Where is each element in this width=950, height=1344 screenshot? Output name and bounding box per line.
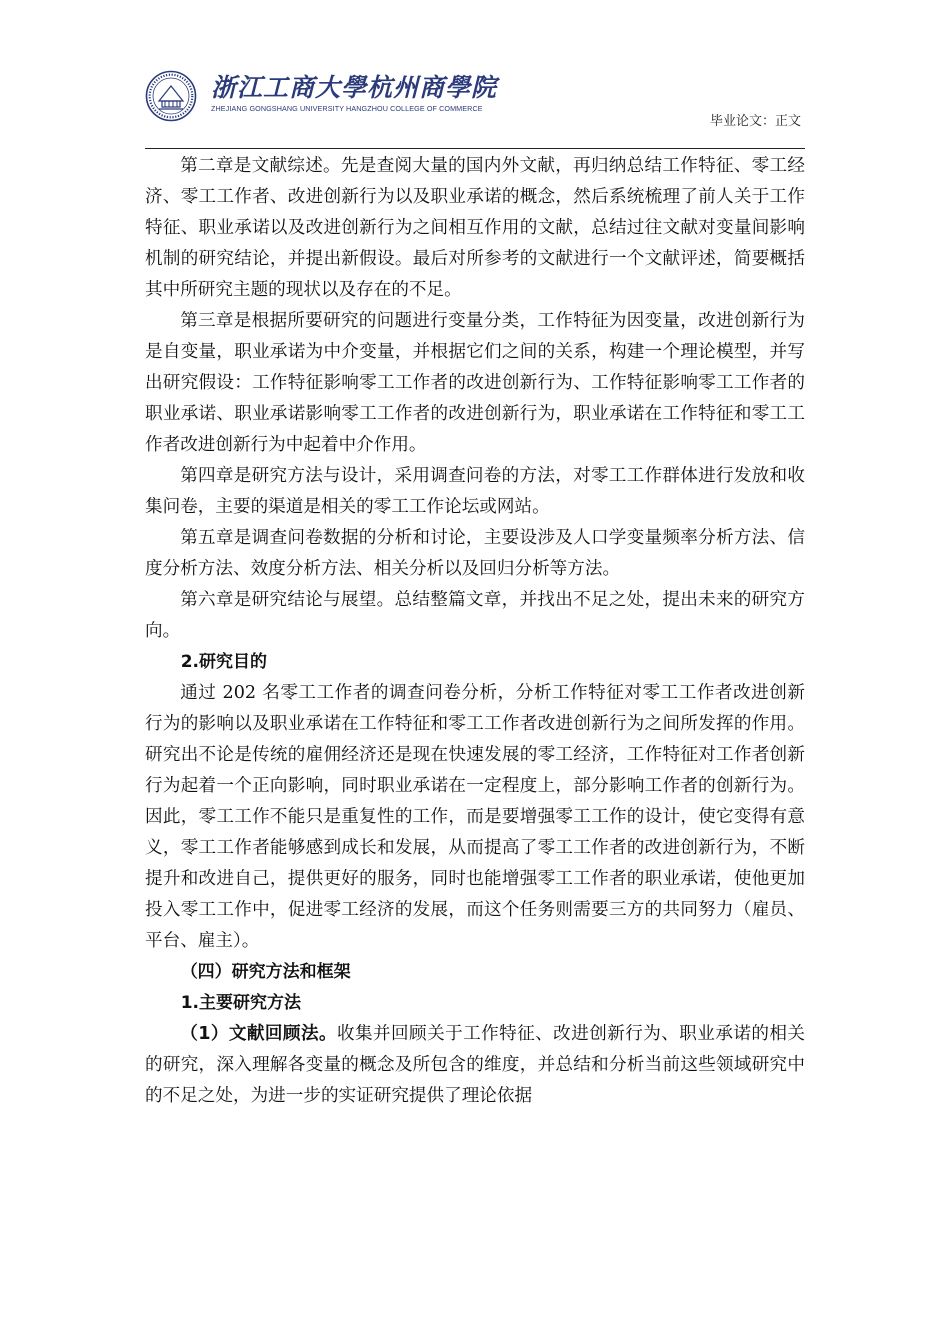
page-header: [145, 66, 805, 148]
page-section-label: 毕业论文：正文: [709, 114, 801, 129]
heading-methods-framework: （四）研究方法和框架: [180, 962, 351, 982]
university-name-en: ZHEJIANG GONGSHANG UNIVERSITY HANGZHOU COLLEGE OF COMMERCE: [211, 104, 483, 113]
heading-research-purpose: 2.研究目的: [180, 652, 267, 672]
paragraph-chapter-six: 第六章是研究结论与展望。总结整篇文章，并找出不足之处，提出未来的研究方向。: [145, 590, 805, 641]
university-logo-text: [211, 74, 511, 122]
university-seal-icon: [145, 70, 197, 122]
paragraph-chapter-three: 第三章是根据所要研究的问题进行变量分类，工作特征为因变量，改进创新行为是自变量，职业承诺为中介变量，并根据它们之间的关系，构建一个理论模型，并写出研究假设：工作特征影响零工工作者的改进创新行为、工作特征影响零工工作者的职业承诺、职业承诺影响零工工作者的改进创新行为，职业承诺在工作特征和零工工作者改进创新行为中起着中介作用。: [145, 311, 805, 455]
paragraph-chapter-five: 第五章是调查问卷数据的分析和讨论，主要设涉及人口学变量频率分析方法、信度分析方法、效度分析方法、相关分析以及回归分析等方法。: [145, 528, 805, 579]
method-description: 收集并回顾关于工作特征、改进创新行为、职业承诺的相关的研究，深入理解各变量的概念及所包含的维度，并总结和分析当前这些领域研究中的不足之处，为进一步的实证研究提供了理论依据: [145, 1024, 805, 1106]
header-divider: [145, 148, 805, 149]
paragraph-chapter-four: 第四章是研究方法与设计，采用调查问卷的方法，对零工工作群体进行发放和收集问卷，主要的渠道是相关的零工工作论坛或网站。: [145, 466, 805, 517]
paragraph-literature-review-method: [145, 1019, 805, 1112]
heading-main-methods: 1.主要研究方法: [180, 993, 301, 1013]
paragraph-research-purpose: 通过 202 名零工工作者的调查问卷分析，分析工作特征对零工工作者改进创新行为的影响以及职业承诺在工作特征和零工工作者改进创新行为之间所发挥的作用。研究出不论是传统的雇佣经济还是现在快速发展的零工经济，工作特征对工作者创新行为起着一个正向影响，同时职业承诺在一定程度上，部分影响工作者的创新行为。因此，零工工作不能只是重复性的工作，而是要增强零工工作的设计，使它变得有意义，零工工作者能够感到成长和发展，从而提高了零工工作者的改进创新行为，不断提升和改进自己，提供更好的服务，同时也能增强零工工作者的职业承诺，使他更加投入零工工作中，促进零工经济的发展，而这个任务则需要三方的共同努力（雇员、平台、雇主）。: [145, 683, 805, 951]
paragraph-chapter-two: 第二章是文献综述。先是查阅大量的国内外文献，再归纳总结工作特征、零工经济、零工工作者、改进创新行为以及职业承诺的概念，然后系统梳理了前人关于工作特征、职业承诺以及改进创新行为之间相互作用的文献，总结过往文献对变量间影响机制的研究结论，并提出新假设。最后对所参考的文献进行一个文献评述，简要概括其中所研究主题的现状以及存在的不足。: [145, 156, 805, 300]
university-name-cn: 浙江工商大學杭州商學院: [211, 73, 498, 102]
document-body: [145, 151, 805, 1112]
method-lead-label: （1）文献回顾法。: [180, 1024, 337, 1044]
